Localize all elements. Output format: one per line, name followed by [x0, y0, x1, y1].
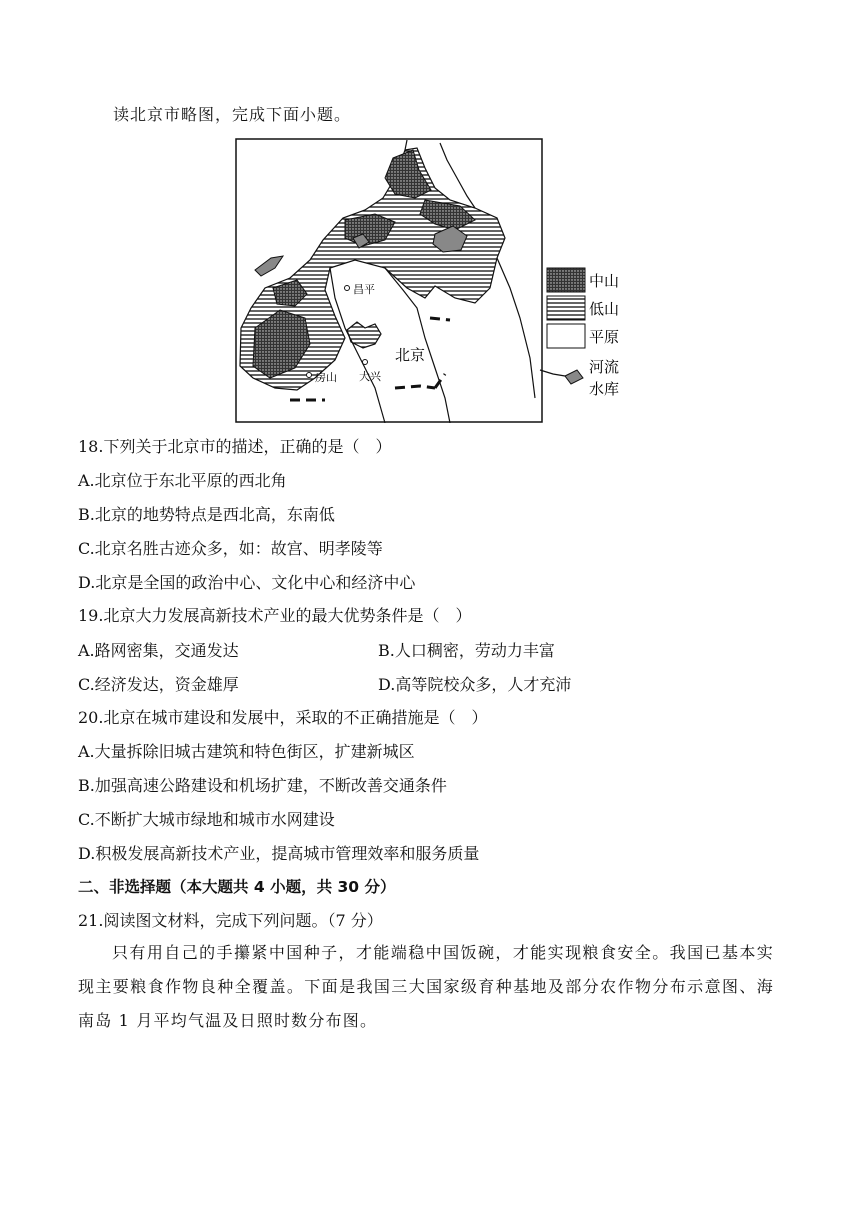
q19-option-a: A.路网密集，交通发达: [78, 641, 239, 660]
label-beijing: 北京: [395, 346, 426, 364]
label-daxing: 大兴: [359, 370, 381, 383]
changping-marker: [345, 286, 350, 291]
fangshan-marker: [307, 373, 312, 378]
legend-heliu-label: 河流: [589, 358, 620, 376]
q20-option-b: B.加强高速公路建设和机场扩建，不断改善交通条件: [78, 776, 447, 795]
q18-option-d: D.北京是全国的政治中心、文化中心和经济中心: [78, 573, 416, 592]
q19-stem: 19.北京大力发展高新技术产业的最大优势条件是（ ）: [78, 606, 472, 625]
q20-stem: 20.北京在城市建设和发展中，采取的不正确措施是（ ）: [78, 708, 488, 727]
legend-dishan-swatch: [547, 296, 585, 320]
legend-river-swatch: [540, 370, 565, 376]
legend-shuiku-label: 水库: [589, 380, 620, 398]
legend-dishan-label: 低山: [589, 300, 620, 318]
beijing-map: [235, 138, 630, 423]
q18-stem: 18.下列关于北京市的描述，正确的是（ ）: [78, 437, 392, 456]
q18-option-b: B.北京的地势特点是西北高，东南低: [78, 505, 335, 524]
legend-reservoir-swatch: [565, 370, 583, 384]
legend-zhongshan-swatch: [547, 268, 585, 292]
intro-text: 读北京市略图，完成下面小题。: [113, 105, 352, 124]
q20-option-d: D.积极发展高新技术产业，提高城市管理效率和服务质量: [78, 844, 480, 863]
legend-pingyuan-swatch: [547, 324, 585, 348]
q19-option-d: D.高等院校众多，人才充沛: [378, 675, 572, 694]
q19-option-c: C.经济发达，资金雄厚: [78, 675, 239, 694]
legend-pingyuan-label: 平原: [589, 328, 620, 346]
section-2-heading: 二、非选择题（本大题共 4 小题，共 30 分）: [78, 878, 396, 896]
q20-option-c: C.不断扩大城市绿地和城市水网建设: [78, 810, 335, 829]
q21-stem: 21.阅读图文材料，完成下列问题。（7 分）: [78, 911, 383, 930]
label-changping: 昌平: [353, 283, 375, 296]
q18-option-c: C.北京名胜古迹众多，如：故宫、明孝陵等: [78, 539, 383, 558]
label-fangshan: 房山: [315, 371, 337, 384]
q18-option-a: A.北京位于东北平原的西北角: [78, 471, 287, 490]
q20-option-a: A.大量拆除旧城古建筑和特色街区，扩建新城区: [78, 742, 415, 761]
daxing-marker: [363, 360, 368, 365]
q19-option-b: B.人口稠密，劳动力丰富: [378, 641, 555, 660]
q21-material-paragraph: 只有用自己的手攥紧中国种子，才能端稳中国饭碗，才能实现粮食安全。我国已基本实现主要粮食作物良种全覆盖。下面是我国三大国家级育种基地及部分农作物分布示意图、海南岛 1 月平均气温及日照时数分布图。: [78, 943, 774, 1030]
legend-zhongshan-label: 中山: [589, 272, 620, 290]
